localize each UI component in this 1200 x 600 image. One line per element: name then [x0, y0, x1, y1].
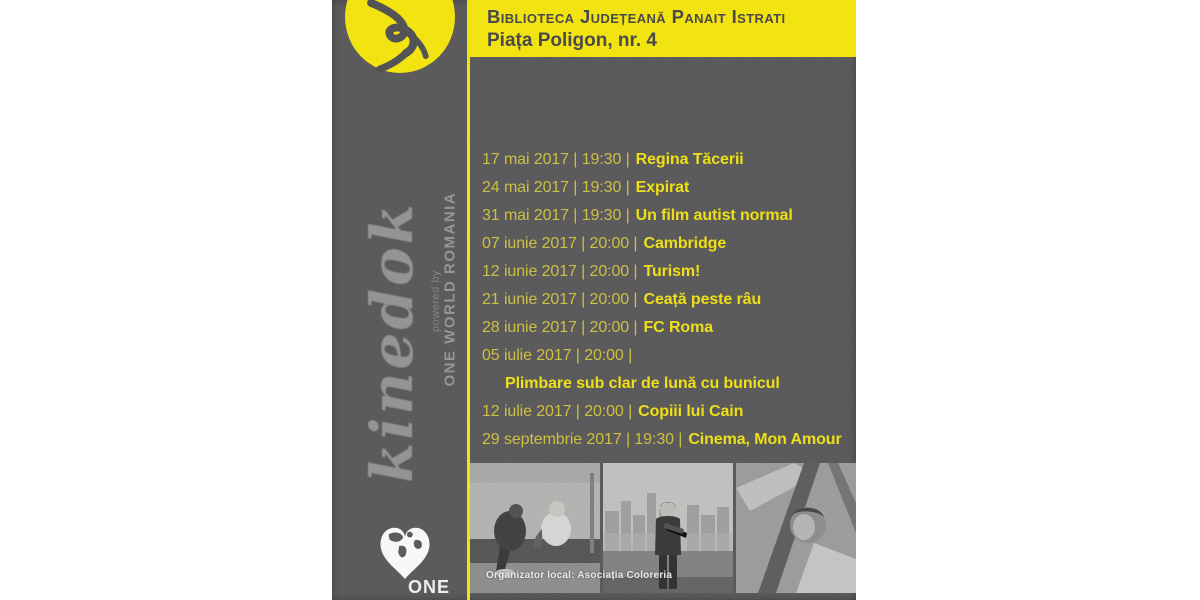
screening-title: Turism! [643, 263, 701, 280]
venue-address: Piața Poligon, nr. 4 [487, 30, 657, 51]
screening-row [482, 398, 854, 426]
kinedok-script-watermark: kinedok [358, 201, 426, 483]
screening-row [482, 174, 854, 202]
venue-name: Biblioteca Județeană Panait Istrati [487, 6, 786, 27]
venue-header [470, 0, 856, 57]
organizer-caption: Organizator local: Asociația Coloreria [486, 570, 673, 581]
poster-main [470, 0, 856, 600]
screening-row [482, 426, 854, 454]
heart-globe-icon [376, 521, 434, 581]
screening-row [482, 370, 854, 398]
screening-date: 07 iunie 2017 | 20:00 | [482, 235, 638, 252]
screening-date: 05 iulie 2017 | 20:00 | [482, 347, 633, 364]
screening-title: Un film autist normal [635, 207, 793, 224]
kinedok-poster [332, 0, 856, 600]
screening-row [482, 286, 854, 314]
screening-title: Plimbare sub clar de lună cu bunicul [505, 375, 780, 392]
screening-title: Regina Tăcerii [635, 151, 744, 168]
poster-sidebar [332, 0, 467, 600]
screening-title: Cambridge [643, 235, 727, 252]
screening-date: 21 iunie 2017 | 20:00 | [482, 291, 638, 308]
screening-row [482, 230, 854, 258]
owr-logo-one-text: ONE [408, 577, 451, 597]
screening-row [482, 314, 854, 342]
screening-title: Copiii lui Cain [638, 403, 744, 420]
screening-date: 12 iunie 2017 | 20:00 | [482, 263, 638, 280]
film-still-closeup-figure [736, 463, 856, 593]
screening-row [482, 258, 854, 286]
screening-date: 17 mai 2017 | 19:30 | [482, 151, 630, 168]
screening-date: 12 iulie 2017 | 20:00 | [482, 403, 633, 420]
screening-row [482, 146, 854, 174]
screening-title: Expirat [635, 179, 690, 196]
powered-by-label: powered by [430, 270, 442, 332]
screening-list [482, 146, 854, 454]
screening-title: FC Roma [643, 319, 714, 336]
screening-row [482, 342, 854, 370]
screening-date: 24 mai 2017 | 19:30 | [482, 179, 630, 196]
screening-date: 29 septembrie 2017 | 19:30 | [482, 431, 683, 448]
screening-date: 31 mai 2017 | 19:30 | [482, 207, 630, 224]
screening-date: 28 iunie 2017 | 20:00 | [482, 319, 638, 336]
kinedok-k-icon [354, 0, 440, 72]
screening-row [482, 202, 854, 230]
screening-title: Ceață peste râu [643, 291, 762, 308]
one-world-romania-label: ONE WORLD ROMANIA [441, 191, 459, 387]
screening-title: Cinema, Mon Amour [688, 431, 842, 448]
one-world-romania-logo [372, 521, 458, 600]
